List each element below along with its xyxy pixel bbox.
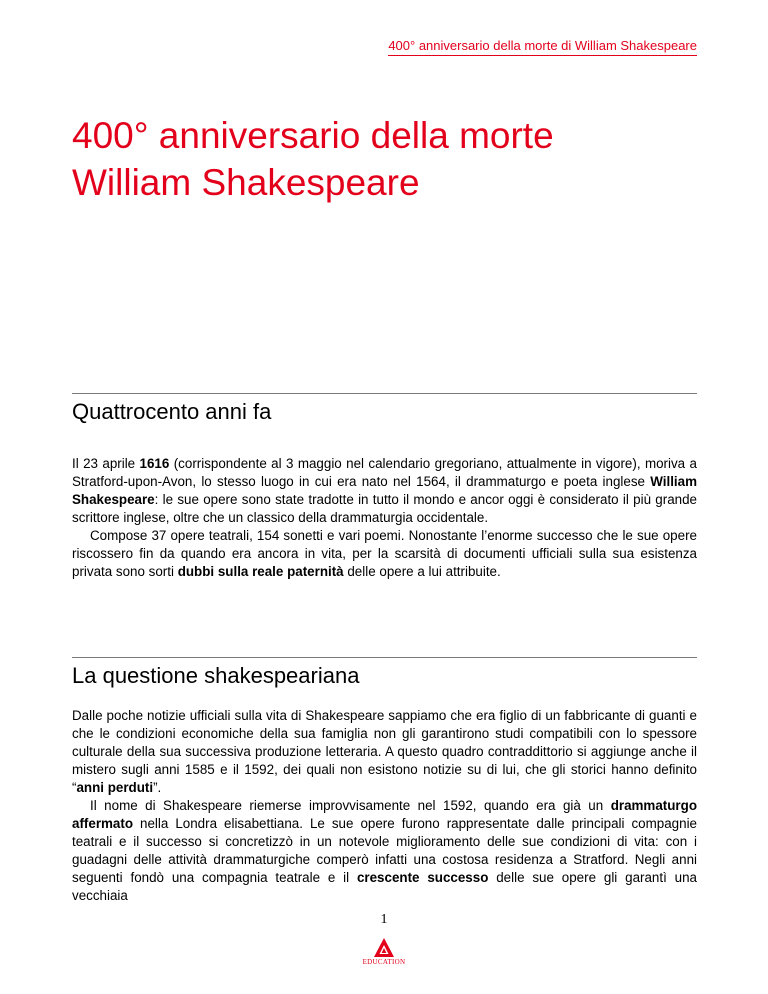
bold-text: drammaturgo affermato [72,798,697,831]
paragraph: Il nome di Shakespeare riemerse improvvisamente nel 1592, quando era già un drammaturgo affermato nella Londra elisabettiana. Le sue opere furono rappresentate dalle principali compagnie teatrali e il successo si concretizzò in un notevole miglioramento delle sue condizioni di vita: con i guadagni delle attività drammaturgiche comperò infatti una costosa residenza a Stratford. Negli anni seguenti fondò una compagnia teatrale e il crescente successo delle sue opere gli garantì una vecchiaia [72,798,697,903]
page-number: 1 [380,912,388,927]
paragraph: Il 23 aprile 1616 (corrispondente al 3 maggio nel calendario gregoriano, attualmente in vigore), moriva a Stratford-upon-Avon, lo stesso luogo in cui era nato nel 1564, il drammaturgo e poeta inglese William Shakespeare: le sue opere sono state tradotte in tutto il mondo e ancor oggi è considerato il più grande scrittore inglese, oltre che un classico della drammaturgia occidentale. [72,456,697,525]
paragraph: Compose 37 opere teatrali, 154 sonetti e vari poemi. Nonostante l’enorme successo che le sue opere riscossero fin da quando era ancora in vita, per la scarsità di documenti ufficiali sulla sua esistenza privata sono sorti dubbi sulla reale paternità delle opere a lui attribuite. [72,528,697,579]
bold-text: dubbi sulla reale paternità [177,564,344,579]
bold-text: William Shakespeare [72,474,697,507]
section-quattrocento-anni-fa [72,393,697,581]
logo-text: EDUCATION [362,958,406,966]
paragraph: Dalle poche notizie ufficiali sulla vita di Shakespeare sappiamo che era figlio di un fabbricante di guanti e che le condizioni economiche della sua famiglia non gli garantirono studi compatibili con lo spessore culturale della sua successiva produzione letteraria. A questo quadro contraddittorio si aggiunge anche il mistero sugli anni 1585 e il 1592, dei quali non esistono notizie su di lui, che gli storici hanno definito “anni perduti”. [72,708,697,795]
section-heading: La questione shakespeariana [72,657,697,690]
bold-text: 1616 [139,456,170,471]
section-questione-shakespeariana [72,657,697,905]
publisher-logo [356,938,412,966]
document-title-line-1: 400° anniversario della morte [72,115,554,156]
document-title [72,112,702,206]
bold-text: crescente successo [356,870,489,885]
logo-mark-icon [373,938,395,958]
bold-text: anni perduti [76,780,154,795]
running-header: 400° anniversario della morte di William Shakespeare [388,38,697,56]
document-title-line-2: William Shakespeare [72,162,420,203]
section-heading: Quattrocento anni fa [72,393,697,426]
